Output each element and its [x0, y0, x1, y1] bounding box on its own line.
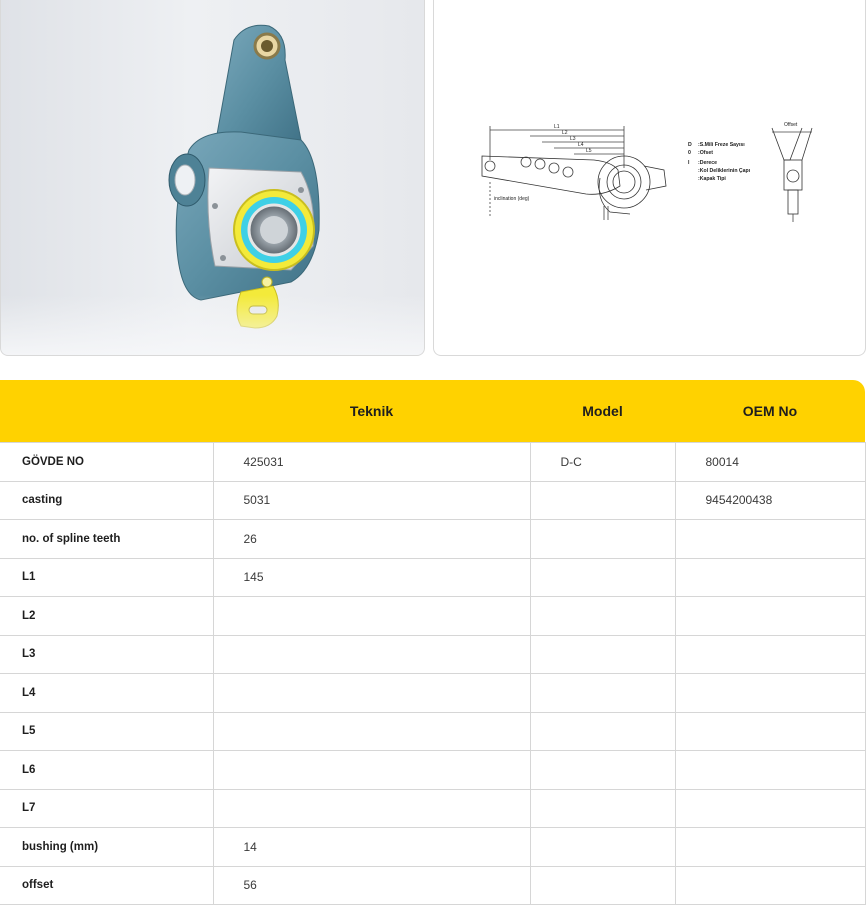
spec-table-body: [0, 443, 865, 905]
inclination-label: inclination (deg): [494, 196, 530, 202]
row-oem: [675, 597, 865, 636]
row-label: L5: [0, 712, 213, 751]
row-model: [530, 635, 675, 674]
drawing-image: [434, 0, 866, 356]
row-value: [213, 751, 530, 790]
row-oem: [675, 751, 865, 790]
row-oem: [675, 635, 865, 674]
row-value: 5031: [213, 481, 530, 520]
legend-text-1: :S.Mili Freze Sayısı: [698, 142, 745, 148]
table-row: [0, 712, 865, 751]
technical-drawing[interactable]: [433, 0, 866, 356]
row-label: bushing (mm): [0, 828, 213, 867]
row-value: 145: [213, 558, 530, 597]
row-model: [530, 828, 675, 867]
dim-label-l3: L3: [570, 136, 576, 142]
row-label: casting: [0, 481, 213, 520]
dim-label-l2: L2: [562, 130, 568, 136]
legend-text-3: :Derece: [698, 160, 718, 166]
table-row: [0, 866, 865, 905]
legend-text-5: :Kapak Tipi: [698, 176, 726, 182]
row-model: [530, 712, 675, 751]
photo-fade: [1, 295, 424, 355]
offset-label: Offset: [784, 122, 798, 128]
row-value: [213, 635, 530, 674]
row-oem: [675, 828, 865, 867]
table-row: [0, 520, 865, 559]
header-oem-no: OEM No: [675, 380, 865, 443]
legend-text-2: :Ofset: [698, 150, 713, 156]
row-label: L3: [0, 635, 213, 674]
row-value: 425031: [213, 443, 530, 482]
table-row: [0, 597, 865, 636]
table-row: [0, 828, 865, 867]
table-row: [0, 789, 865, 828]
table-row: [0, 751, 865, 790]
row-oem: [675, 674, 865, 713]
row-label: L4: [0, 674, 213, 713]
row-value: 56: [213, 866, 530, 905]
legend-key-i: I: [688, 160, 690, 166]
table-row: [0, 558, 865, 597]
row-oem: [675, 866, 865, 905]
row-value: [213, 597, 530, 636]
spec-table: [0, 380, 866, 905]
table-row: [0, 635, 865, 674]
dim-label-l5: L5: [586, 148, 592, 154]
header-empty: [0, 380, 213, 443]
row-label: L1: [0, 558, 213, 597]
row-label: L7: [0, 789, 213, 828]
row-label: GÖVDE NO: [0, 443, 213, 482]
row-value: [213, 712, 530, 751]
row-model: [530, 674, 675, 713]
legend-text-4: :Kol Deliklerinin Çapı: [698, 168, 751, 174]
row-oem: 9454200438: [675, 481, 865, 520]
row-value: [213, 674, 530, 713]
row-label: L2: [0, 597, 213, 636]
row-model: [530, 751, 675, 790]
row-model: [530, 481, 675, 520]
row-model: [530, 866, 675, 905]
spec-table-header: [0, 380, 865, 443]
row-oem: [675, 558, 865, 597]
header-teknik: Teknik: [213, 380, 530, 443]
row-model: [530, 520, 675, 559]
row-oem: [675, 789, 865, 828]
legend-key-0: 0: [688, 150, 691, 156]
row-oem: [675, 520, 865, 559]
row-model: [530, 597, 675, 636]
row-oem: [675, 712, 865, 751]
table-row: [0, 481, 865, 520]
product-photo[interactable]: [0, 0, 425, 356]
row-oem: 80014: [675, 443, 865, 482]
row-label: offset: [0, 866, 213, 905]
row-value: 26: [213, 520, 530, 559]
table-row: [0, 674, 865, 713]
row-value: [213, 789, 530, 828]
row-label: L6: [0, 751, 213, 790]
row-label: no. of spline teeth: [0, 520, 213, 559]
dim-label-l1: L1: [554, 124, 560, 130]
header-model: Model: [530, 380, 675, 443]
table-row: [0, 443, 865, 482]
dim-label-l4: L4: [578, 142, 584, 148]
row-value: 14: [213, 828, 530, 867]
legend-key-d: D: [688, 142, 692, 148]
row-model: [530, 558, 675, 597]
row-model: [530, 789, 675, 828]
row-model: D-C: [530, 443, 675, 482]
